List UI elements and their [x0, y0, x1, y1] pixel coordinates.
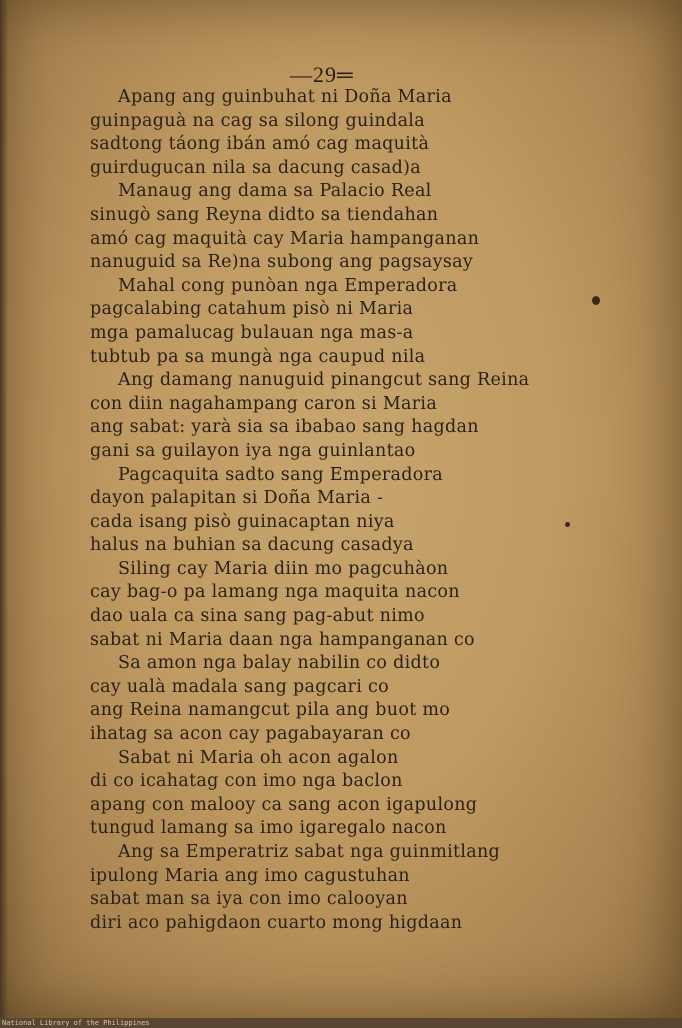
text-line: apang con malooy ca sang acon igapulong [90, 794, 478, 815]
text-line: cay bag-o pa lamang nga maquita nacon [90, 582, 460, 603]
text-line: ang Reina namangcut pila ang buot mo [90, 700, 451, 721]
text-line: nanuguid sa Re)na subong ang pagsaysay [90, 252, 474, 273]
text-line: pagcalabing catahum pisò ni Maria [90, 299, 414, 320]
text-line: gani sa guilayon iya nga guinlantao [90, 440, 416, 461]
ink-spot [592, 296, 600, 305]
text-line: guirdugucan nila sa dacung casad)a [90, 157, 421, 178]
text-line: Mahal cong punòan nga Emperadora [118, 275, 458, 296]
text-line: Ang sa Emperatriz sabat nga guinmitlang [118, 842, 501, 862]
text-line: ipulong Maria ang imo cagustuhan [90, 865, 410, 886]
text-line: con diin nagahampang caron si Maria [90, 393, 438, 414]
text-line: guinpaguà na cag sa silong guindala [90, 110, 425, 131]
text-line: tubtub pa sa mungà nga caupud nila [90, 346, 426, 367]
text-line: halus na buhian sa dacung casadya [90, 535, 414, 556]
text-line: cada isang pisò guinacaptan niya [90, 511, 395, 532]
text-line: mga pamalucag bulauan nga mas-a [90, 322, 414, 343]
text-line: dayon palapitan si Doña Maria - [90, 488, 384, 509]
verse-text [90, 86, 530, 935]
text-line: sabat ni Maria daan nga hampanganan co [90, 629, 475, 650]
ink-spot [565, 522, 570, 527]
text-line: Sabat ni Maria oh acon agalon [118, 747, 399, 768]
text-line: amó cag maquità cay Maria hampanganan [90, 228, 480, 249]
text-line: tungud lamang sa imo igaregalo nacon [90, 818, 447, 839]
text-line: diri aco pahigdaon cuarto mong higdaan [90, 912, 463, 933]
text-line: di co icahatag con imo nga baclon [90, 771, 403, 792]
text-line: Pagcaquita sadto sang Emperadora [118, 464, 444, 485]
text-line: cay ualà madala sang pagcari co [90, 676, 389, 697]
page-binding-shadow [0, 0, 8, 1018]
text-line: Ang damang nanuguid pinangcut sang Reina [118, 370, 530, 391]
page-number: —29═ [290, 62, 354, 87]
text-line: Manaug ang dama sa Palacio Real [118, 181, 432, 202]
text-line: ang sabat: yarà sia sa ibabao sang hagdan [90, 417, 479, 438]
text-line: sabat man sa iya con imo calooyan [90, 889, 408, 910]
text-line: Siling cay Maria diin mo pagcuhàon [118, 558, 449, 579]
text-line: sadtong táong ibán amó cag maquità [90, 134, 430, 155]
text-line: dao uala ca sina sang pag-abut nimo [90, 606, 425, 627]
text-line: sinugò sang Reyna didto sa tiendahan [90, 204, 439, 225]
text-line: Sa amon nga balay nabilin co didto [118, 653, 441, 674]
text-line: ihatag sa acon cay pagabayaran co [90, 724, 411, 745]
text-line: Apang ang guinbuhat ni Doña Maria [118, 87, 452, 107]
library-footer: National Library of the Philippines [2, 1019, 150, 1027]
